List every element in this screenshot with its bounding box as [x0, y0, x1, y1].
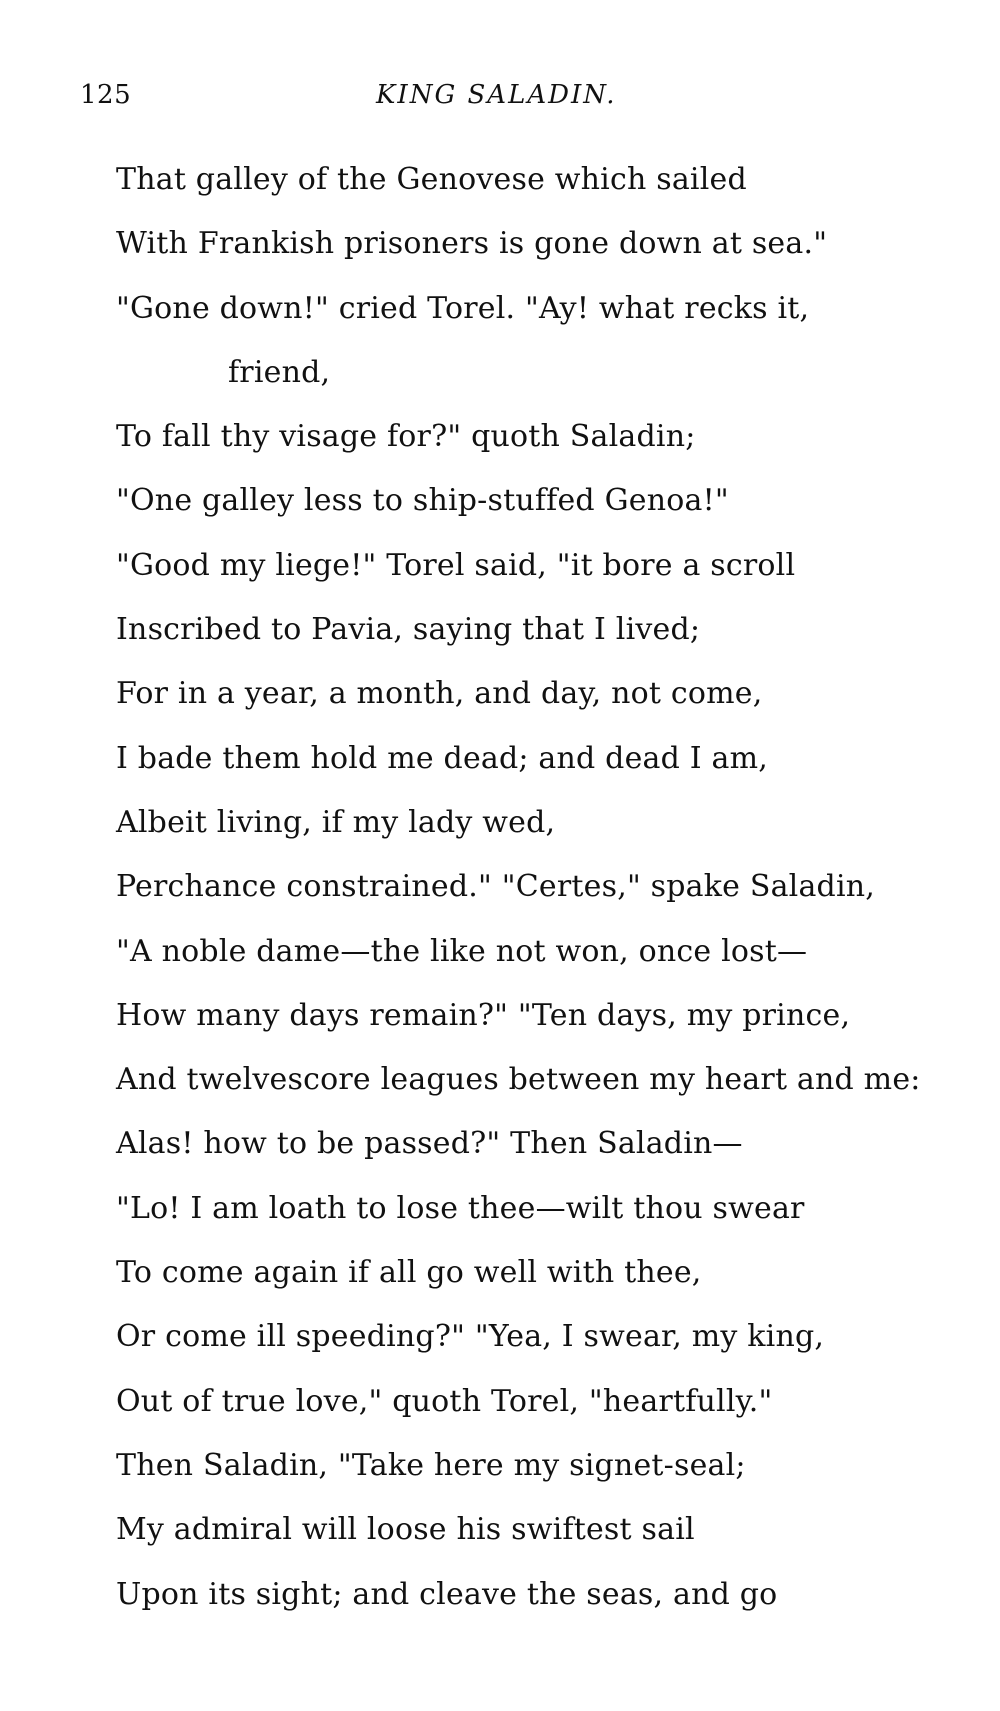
poem-line: To fall thy visage for?" quoth Saladin; — [116, 419, 696, 455]
poem-line: Albeit living, if my lady wed, — [116, 804, 556, 840]
poem-line-continuation: friend, — [228, 354, 331, 390]
running-title: KING SALADIN. — [376, 80, 617, 110]
poem-line: Or come ill speeding?" "Yea, I swear, my king, — [116, 1319, 825, 1355]
poem-line: Alas! how to be passed?" Then Saladin— — [116, 1126, 743, 1162]
poem-line: My admiral will loose his swiftest sail — [116, 1512, 695, 1548]
poem-line: Then Saladin, "Take here my signet-seal; — [116, 1447, 746, 1483]
page-number: 125 — [80, 80, 132, 110]
poem-line: Out of true love," quoth Torel, "heartfully." — [116, 1383, 773, 1419]
poem-line: With Frankish prisoners is gone down at sea." — [116, 226, 828, 262]
poem-line: That galley of the Genovese which sailed — [116, 162, 747, 197]
poem-line: Inscribed to Pavia, saying that I lived; — [116, 612, 701, 648]
poem-line: I bade them hold me dead; and dead I am, — [116, 740, 769, 776]
poem-line: "A noble dame—the like not won, once lost— — [116, 933, 808, 969]
poem-line: How many days remain?" "Ten days, my prince, — [116, 997, 851, 1033]
poem-line: "Good my liege!" Torel said, "it bore a scroll — [116, 547, 796, 583]
page-header — [0, 80, 1000, 120]
poem-line: "Gone down!" cried Torel. "Ay! what recks it, — [116, 290, 810, 326]
poem-line: Upon its sight; and cleave the seas, and go — [116, 1576, 778, 1612]
poem-line: For in a year, a month, and day, not come, — [116, 676, 763, 712]
poem-line: "Lo! I am loath to lose thee—wilt thou swear — [116, 1190, 805, 1226]
poem-line: Perchance constrained." "Certes," spake Saladin, — [116, 869, 876, 905]
poem-line: "One galley less to ship-stuffed Genoa!" — [116, 483, 729, 519]
poem-line: And twelvescore leagues between my heart and me: — [116, 1062, 921, 1098]
poem-line: To come again if all go well with thee, — [116, 1255, 702, 1291]
poem-text — [116, 148, 976, 1627]
